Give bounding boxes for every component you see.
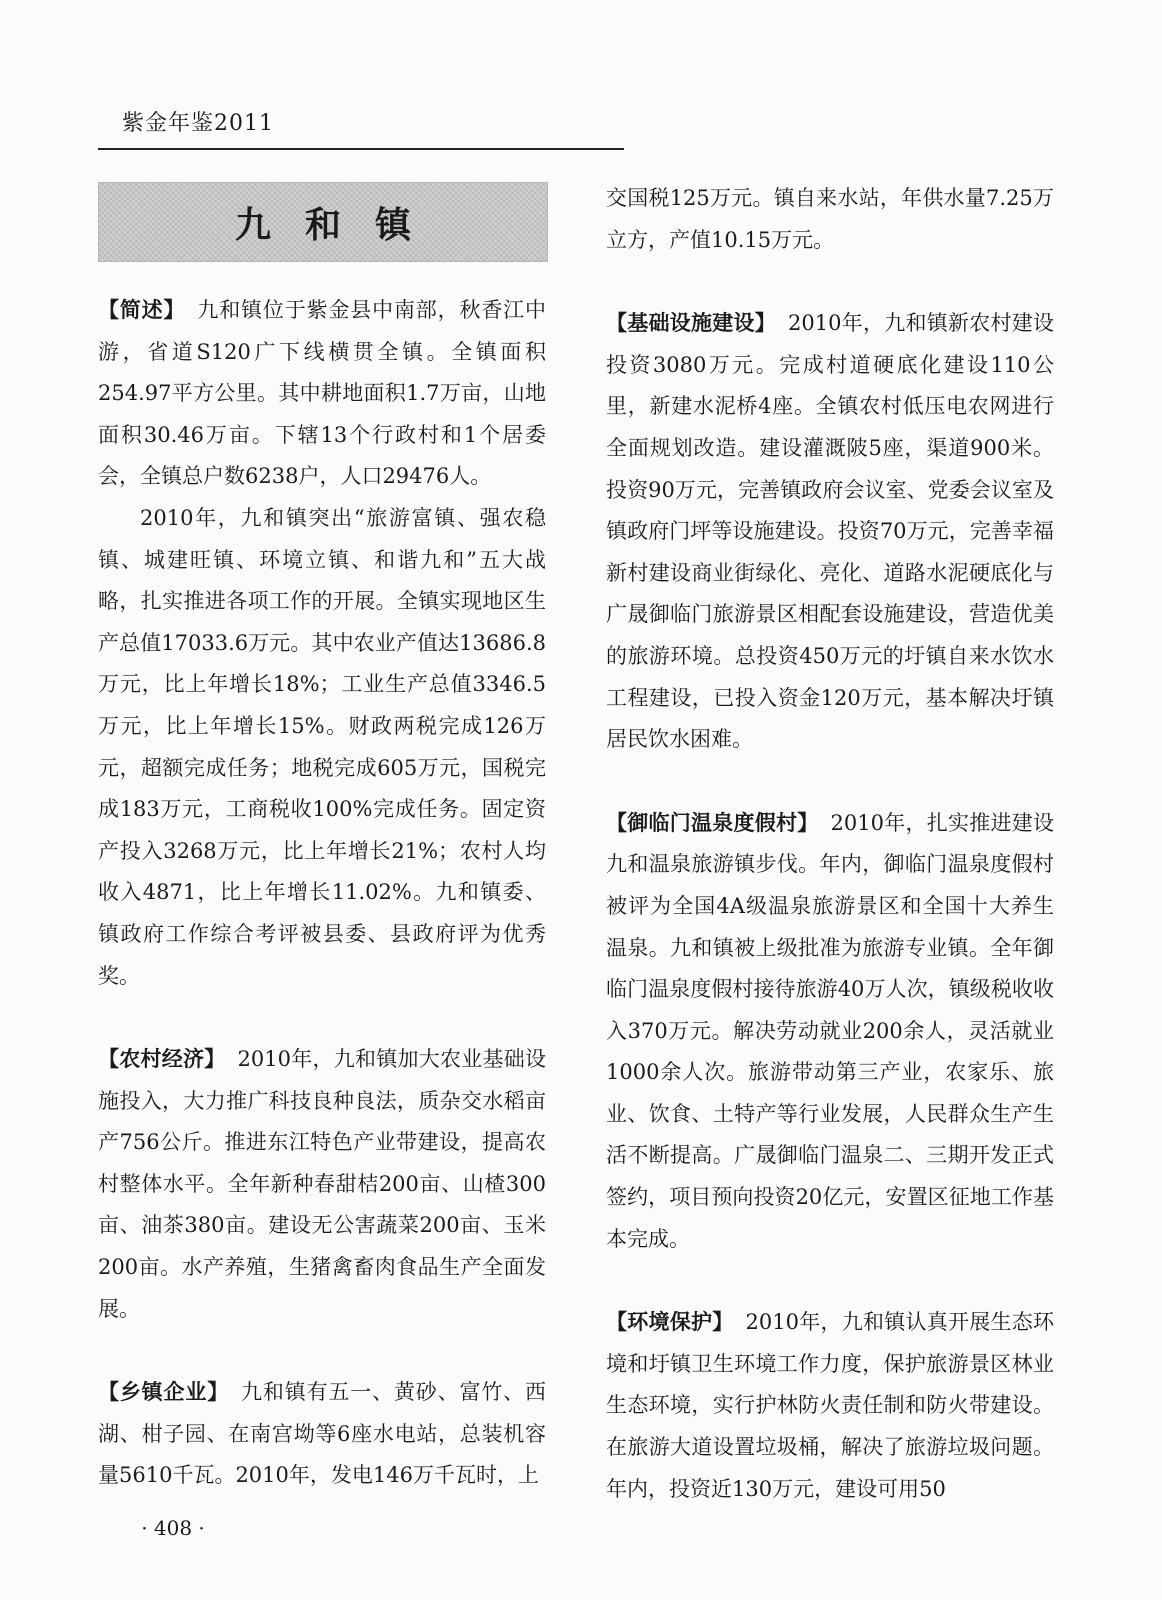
overview-paragraph: [98, 290, 546, 498]
section-heading-environment: 【环境保护】: [606, 1310, 734, 1335]
infrastructure-text: 2010年，九和镇新农村建设投资3080万元。完成村道硬底化建设110公里，新建水泥桥4座。全镇农村低压电农网进行全面规划改造。建设灌溉陂5座，渠道900米。投资90万元，完善镇政府会议室、党委会议室及镇政府门坪等设施建设。投资70万元，完善幸福新村建设商业街绿化、亮化、道路水泥硬底化与广晟御临门旅游景区相配套设施建设，营造优美的旅游环境。总投资450万元的圩镇自来水饮水工程建设，已投入资金120万元，基本解决圩镇居民饮水困难。: [606, 311, 1054, 752]
rural-economy-text: 2010年，九和镇加大农业基础设施投入，大力推广科技良种良法，质杂交水稻亩产756公斤。推进东江特色产业带建设，提高农村整体水平。全年新种春甜桔200亩、山楂300亩、油茶380亩。建设无公害蔬菜200亩、玉米200亩。水产养殖，生猪禽畜肉食品生产全面发展。: [98, 1047, 546, 1321]
overview-paragraph-2: 2010年，九和镇突出“旅游富镇、强农稳镇、城建旺镇、环境立镇、和谐九和”五大战略，扎实推进各项工作的开展。全镇实现地区生产总值17033.6万元。其中农业产值达13686.8万元，比上年增长18%；工业生产总值3346.5万元，比上年增长15%。财政两税完成126万元，超额完成任务；地税完成605万元，国税完成183万元，工商税收100%完成任务。固定资产投入3268万元，比上年增长21%；农村人均收入4871，比上年增长11.02%。九和镇委、镇政府工作综合考评被县委、县政府评为优秀奖。: [98, 505, 546, 988]
hot-spring-resort-paragraph: [606, 803, 1054, 1261]
left-column: [98, 290, 546, 1497]
infrastructure-paragraph: [606, 303, 1054, 761]
page-title: 九和镇: [234, 203, 445, 246]
section-heading-overview: 【简述】: [98, 298, 186, 322]
township-enterprise-paragraph: [98, 1372, 546, 1497]
running-header: 紫金年鉴2011: [122, 111, 274, 136]
hot-spring-resort-text: 2010年，扎实推进建设九和温泉旅游镇步伐。年内，御临门温泉度假村被评为全国4A级温泉旅游景区和全国十大养生温泉。九和镇被上级批准为旅游专业镇。全年御临门温泉度假村接待旅游40万人次，镇级税收收入370万元。解决劳动就业200余人，灵活就业1000余人次。旅游带动第三产业，农家乐、旅业、饮食、土特产等行业发展，人民群众生产生活不断提高。广晟御临门温泉二、三期开发正式签约，项目预向投资20亿元，安置区征地工作基本完成。: [606, 810, 1054, 1251]
section-heading-infrastructure: 【基础设施建设】: [606, 311, 777, 336]
rural-economy-paragraph: [98, 1039, 546, 1330]
environment-text: 2010年，九和镇认真开展生态环境和圩镇卫生环境工作力度，保护旅游景区林业生态环境，实行护林防火责任制和防火带建设。在旅游大道设置垃圾桶，解决了旅游垃圾问题。年内，投资近130万元，建设可用50: [606, 1310, 1054, 1501]
township-enterprise-text: 九和镇有五一、黄砂、富竹、西湖、柑子园、在南宫坳等6座水电站，总装机容量5610千瓦。2010年，发电146万千瓦时，上: [98, 1380, 547, 1488]
township-enterprise-continuation: 交国税125万元。镇自来水站，年供水量7.25万立方，产值10.15万元。: [606, 186, 1054, 252]
title-banner: [98, 182, 548, 262]
page-number: · 408 ·: [141, 1516, 205, 1540]
section-heading-hot-spring-resort: 【御临门温泉度假村】: [606, 810, 819, 835]
environment-paragraph: [606, 1302, 1054, 1510]
right-column: [606, 178, 1054, 1510]
section-heading-rural-economy: 【农村经济】: [98, 1047, 226, 1072]
section-heading-township-enterprise: 【乡镇企业】: [98, 1380, 230, 1405]
header-rule: [98, 148, 624, 150]
overview-text: 九和镇位于紫金县中南部，秋香江中游，省道S120广下线横贯全镇。全镇面积254.97平方公里。其中耕地面积1.7万亩，山地面积30.46万亩。下辖13个行政村和1个居委会，全镇总户数6238户，人口29476人。: [98, 298, 547, 489]
